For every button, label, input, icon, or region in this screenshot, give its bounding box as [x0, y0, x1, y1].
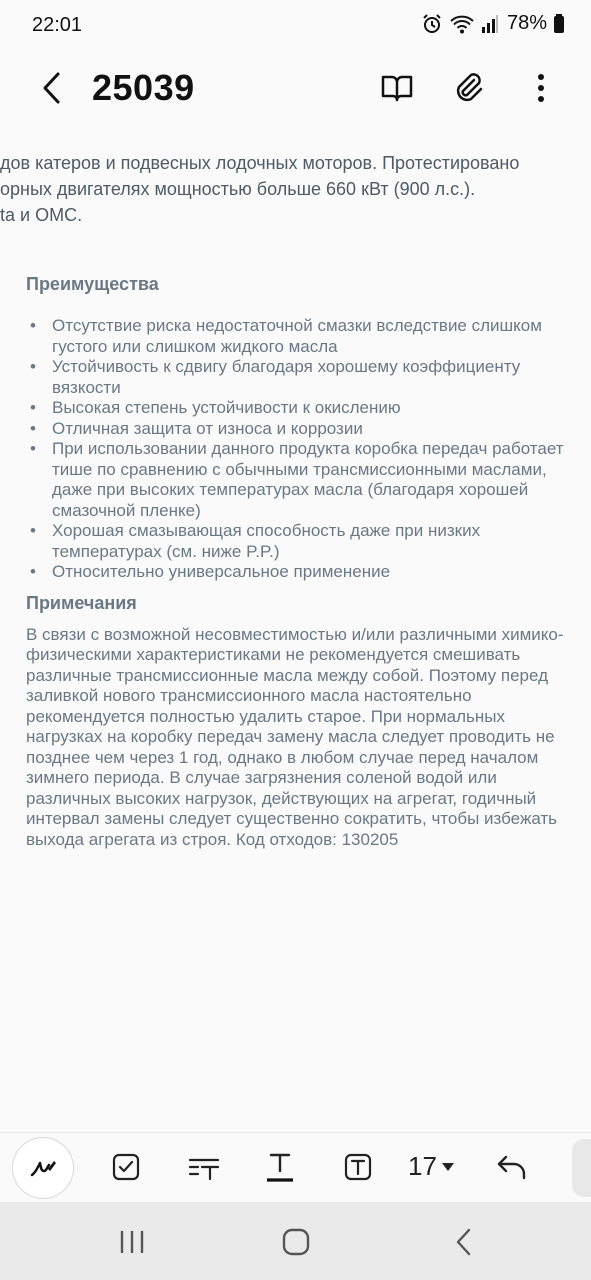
advantages-list [26, 316, 586, 583]
system-navigation-bar [0, 1202, 591, 1280]
recents-icon [117, 1229, 147, 1255]
home-icon [282, 1228, 310, 1256]
clipped-line: орных двигателях мощностью больше 660 кВт (900 л.с.). [0, 179, 476, 199]
recents-button[interactable] [110, 1220, 154, 1264]
text-box-button[interactable] [336, 1145, 380, 1189]
home-button[interactable] [274, 1220, 318, 1264]
advantages-heading: Преимущества [26, 274, 159, 294]
undo-icon [496, 1153, 528, 1181]
text-style-icon [188, 1153, 220, 1181]
reading-mode-button[interactable] [375, 66, 419, 110]
nav-back-button[interactable] [442, 1220, 486, 1264]
note-title[interactable]: 25039 [92, 67, 195, 108]
nav-back-icon [454, 1227, 474, 1257]
font-size-value: 17 [408, 1151, 437, 1181]
handwriting-button[interactable] [12, 1137, 74, 1199]
clipped-line: дов катеров и подвесных лодочных моторов. Протестировано [0, 153, 520, 173]
document-body [26, 272, 586, 850]
handwriting-pen-icon [28, 1157, 58, 1179]
status-time: 22:01 [32, 14, 83, 36]
note-content[interactable] [0, 150, 591, 1130]
clipped-line: ta и OMC. [0, 205, 83, 225]
more-vertical-icon [537, 73, 545, 103]
status-icons [421, 12, 565, 35]
toolbar-overflow-edge [572, 1139, 591, 1197]
checkbox-button[interactable] [104, 1145, 148, 1189]
notes-heading: Примечания [26, 592, 137, 613]
text-style-button[interactable] [182, 1145, 226, 1189]
signal-icon [481, 13, 499, 35]
app-actions [375, 66, 563, 110]
list-item: • Отличная защита от износа и коррозии [52, 419, 586, 440]
notes-paragraph: В связи с возможной несовместимостью и/или различными химико-физическими характеристиками не рекомендуется смешивать различные трансмиссионные масла между собой. Поэтому перед заливкой нового трансмиссионного масла настоятельно рекомендуется полностью удалить старое. При нормальных нагрузках на коробку передач замену масла следует проводить не позднее чем через 1 год, однако в любом случае перед началом зимнего периода. В случае загрязнения соленой водой или различных высоких нагрузок, действующих на агрегат, годичный интервал замены следует существенно сократить, чтобы избежать выхода агрегата из строя. Код отходов: 130205 [26, 624, 564, 849]
status-bar [0, 0, 591, 52]
list-item: • Устойчивость к сдвигу благодаря хорошему коэффициенту вязкости [52, 357, 586, 398]
app-bar [0, 52, 591, 124]
more-options-button[interactable] [519, 66, 563, 110]
list-item: • При использовании данного продукта коробка передач работает тише по сравнению с обычными трансмиссионными маслами, даже при высоких температурах масла (благодаря хорошей смазочной пленке) [52, 439, 586, 521]
font-size-selector[interactable] [408, 1151, 455, 1182]
paperclip-icon [452, 71, 486, 105]
list-item: • Отсутствие риска недостаточной смазки вследствие слишком густого или слишком жидкого масла [52, 316, 586, 357]
chevron-down-icon [441, 1162, 455, 1172]
battery-level: 78% [506, 12, 547, 34]
back-button[interactable] [30, 66, 74, 110]
checkbox-icon [112, 1153, 140, 1181]
wifi-icon [449, 13, 475, 35]
battery-icon [553, 14, 565, 34]
text-underline-icon [265, 1151, 295, 1183]
attach-button[interactable] [447, 66, 491, 110]
editor-toolbar [0, 1132, 591, 1203]
list-item: • Относительно универсальное применение [52, 562, 586, 583]
back-arrow-icon [40, 71, 64, 105]
clipped-text-block [0, 150, 591, 228]
undo-button[interactable] [490, 1145, 534, 1189]
list-item: • Высокая степень устойчивости к окислению [52, 398, 586, 419]
list-item: • Хорошая смазывающая способность даже при низких температурах (см. ниже P.P.) [52, 521, 586, 562]
text-box-icon [344, 1153, 372, 1181]
text-format-button[interactable] [258, 1145, 302, 1189]
book-icon [380, 73, 414, 103]
alarm-icon [421, 13, 443, 35]
